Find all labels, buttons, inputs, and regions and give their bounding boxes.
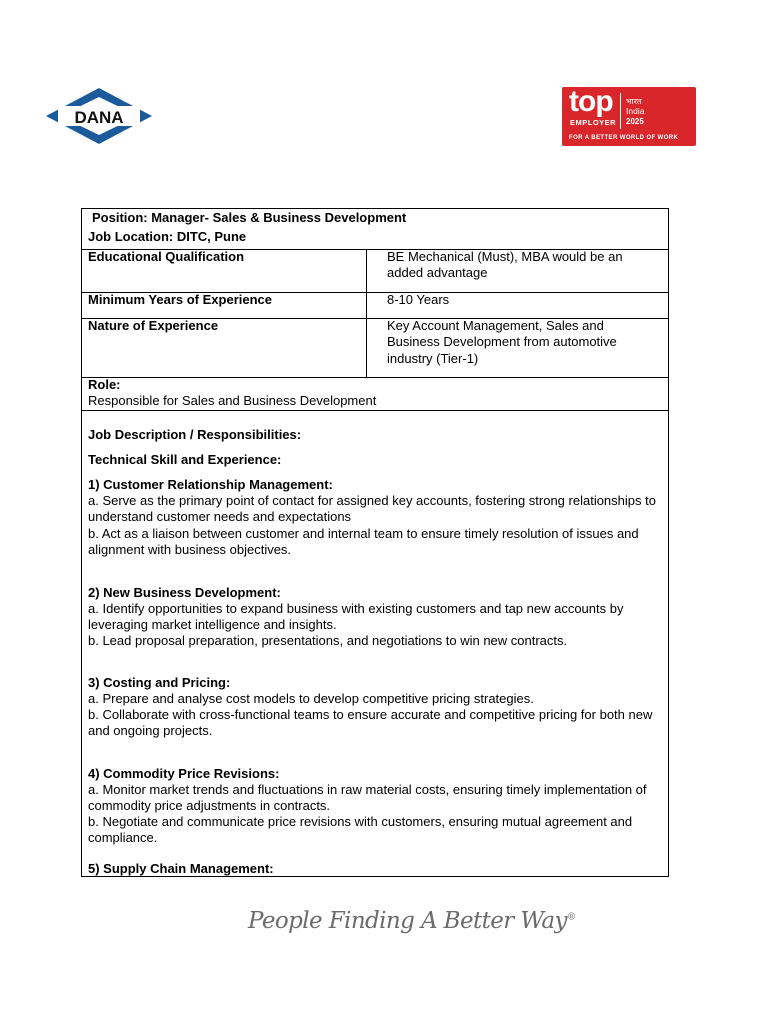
section-title: 3) Costing and Pricing: xyxy=(88,675,231,690)
qualification-label: Educational Qualification xyxy=(88,249,245,264)
section-title: 2) New Business Development: xyxy=(88,585,281,600)
dana-logo xyxy=(44,86,154,146)
role-value: Responsible for Sales and Business Development xyxy=(88,393,377,408)
job-description-table xyxy=(81,208,669,877)
experience-years-label: Minimum Years of Experience xyxy=(88,292,272,307)
slogan-text: People Finding A Better Way xyxy=(248,908,567,934)
badge-top-word: top xyxy=(569,85,613,118)
top-employer-badge xyxy=(562,87,696,146)
role-label: Role: xyxy=(88,377,121,392)
position-title: Position: Manager- Sales & Business Development xyxy=(92,210,407,225)
section-item: b. Act as a liaison between customer and internal team to ensure timely resolution of issues and alignment with business objectives. xyxy=(88,526,639,558)
row-divider xyxy=(82,410,668,411)
badge-country-hindi: भारत xyxy=(626,97,642,106)
dana-slogan-signature xyxy=(248,908,576,934)
section-title: 5) Supply Chain Management: xyxy=(88,861,274,876)
row-divider xyxy=(82,377,668,378)
section-title: 1) Customer Relationship Management: xyxy=(88,477,333,492)
section-item: a. Prepare and analyse cost models to develop competitive pricing strategies. xyxy=(88,691,534,706)
registered-mark: ® xyxy=(566,912,576,923)
experience-years-value: 8-10 Years xyxy=(387,292,450,307)
badge-tagline: FOR A BETTER WORLD OF WORK xyxy=(569,135,679,141)
experience-nature-label: Nature of Experience xyxy=(88,318,219,333)
section-item: b. Negotiate and communicate price revisions with customers, ensuring mutual agreement and compliance. xyxy=(88,814,633,846)
section-item: b. Collaborate with cross-functional teams to ensure accurate and competitive pricing for both new and ongoing projects. xyxy=(88,707,653,739)
section-item: b. Lead proposal preparation, presentations, and negotiations to win new contracts. xyxy=(88,633,568,648)
badge-divider xyxy=(620,93,621,129)
dana-logo-text: DANA xyxy=(74,108,124,127)
badge-employer: EMPLOYER xyxy=(570,118,617,127)
section-item: a. Identify opportunities to expand business with existing customers and tap new accounts by leveraging market intelligence and insights. xyxy=(88,601,624,633)
section-title: 4) Commodity Price Revisions: xyxy=(88,766,280,781)
badge-country: India xyxy=(626,106,645,116)
badge-year: 2025 xyxy=(626,117,644,126)
column-divider xyxy=(366,249,367,377)
job-location: Job Location: DITC, Pune xyxy=(88,229,247,244)
section-item: a. Monitor market trends and fluctuations in raw material costs, ensuring timely implementation of commodity price adjustments in contracts. xyxy=(88,782,647,814)
qualification-value: BE Mechanical (Must), MBA would be an added advantage xyxy=(387,249,623,281)
experience-nature-value: Key Account Management, Sales and Business Development from automotive industry (Tier-1) xyxy=(387,318,617,366)
skills-heading: Technical Skill and Experience: xyxy=(88,452,282,467)
jd-heading: Job Description / Responsibilities: xyxy=(88,427,302,442)
section-item: a. Serve as the primary point of contact for assigned key accounts, fostering strong relationships to understand customer needs and expectations xyxy=(88,493,656,525)
